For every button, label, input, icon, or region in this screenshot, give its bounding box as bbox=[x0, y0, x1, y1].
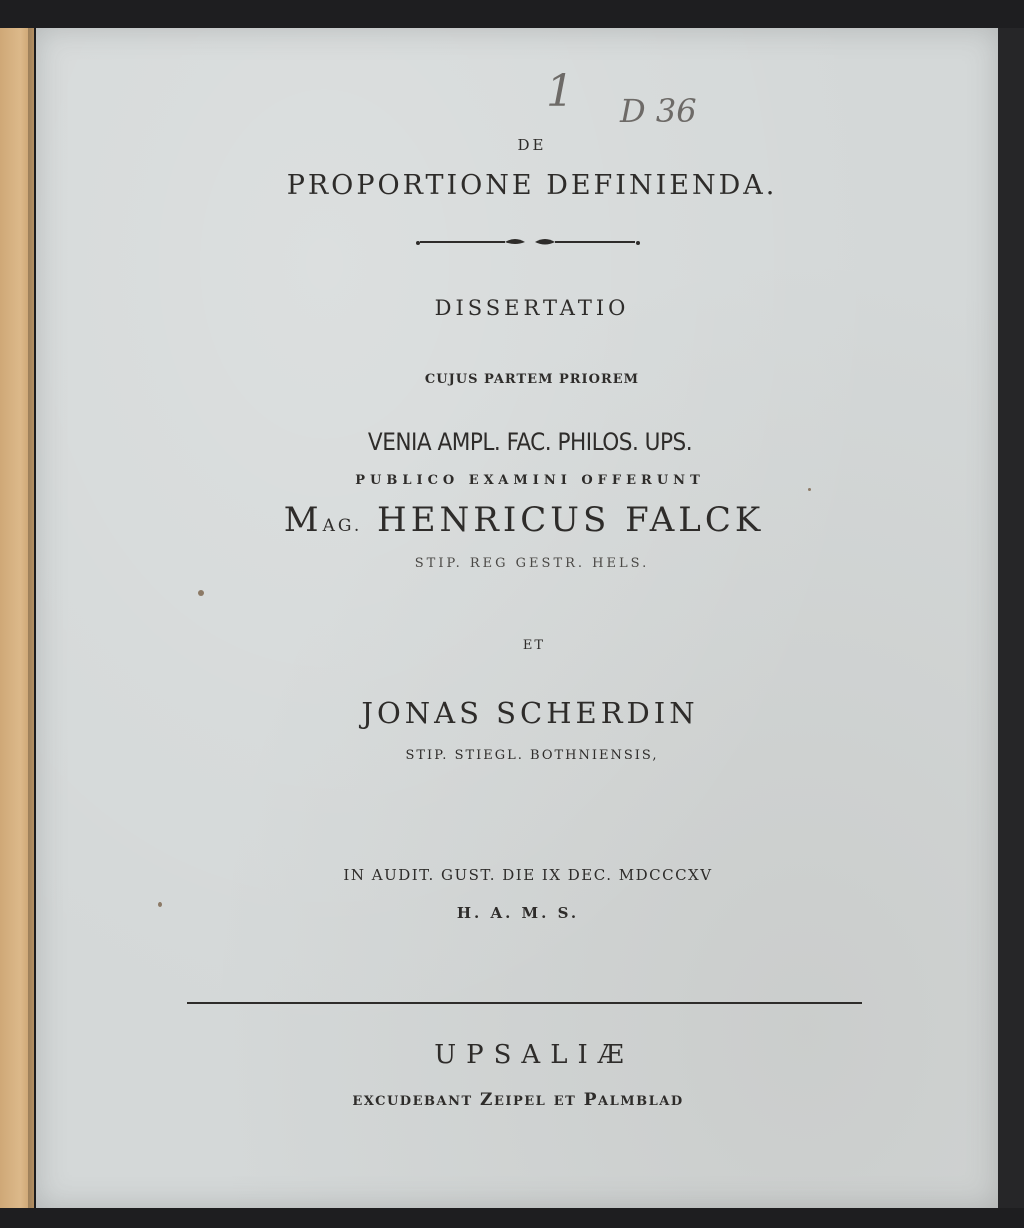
author1-name: HENRICUS FALCK bbox=[377, 500, 765, 540]
printer-palmblad-initial: P bbox=[583, 1090, 599, 1110]
author1-detail: STIP. REG GESTR. HELS. bbox=[414, 556, 650, 571]
horizontal-rule bbox=[187, 1002, 862, 1004]
handwritten-number: 1 bbox=[546, 66, 574, 117]
author1-prefix-rest: AG. bbox=[322, 516, 363, 536]
author2-name: JONAS SCHERDIN bbox=[361, 696, 699, 730]
scan-background-edge bbox=[998, 28, 1024, 1208]
main-title: PROPORTIONE DEFINIENDA. bbox=[286, 170, 778, 201]
handwritten-shelfmark: D 36 bbox=[620, 92, 697, 130]
hams-line: H. A. M. S. bbox=[456, 904, 580, 922]
printer-et: ET bbox=[553, 1094, 577, 1109]
cujus-line: CUJUS PARTEM PRIOREM bbox=[424, 372, 640, 387]
title-page bbox=[36, 28, 998, 1208]
author1-line bbox=[12, 500, 1024, 540]
paper-speck bbox=[198, 590, 204, 596]
author2-detail: STIP. STIEGL. BOTHNIENSIS, bbox=[405, 748, 659, 763]
printer-zeipel-rest: EIPEL bbox=[493, 1094, 547, 1109]
ornament-divider bbox=[410, 232, 650, 252]
paper-speck bbox=[158, 902, 162, 907]
publico-line: PUBLICO EXAMINI OFFERUNT bbox=[355, 473, 705, 488]
author1-prefix-initial: M bbox=[283, 500, 323, 540]
printer-zeipel-initial: Z bbox=[480, 1090, 494, 1110]
printer-palmblad-rest: ALMBLAD bbox=[598, 1094, 684, 1109]
et-conjunction: ET bbox=[522, 638, 546, 653]
venue-date-line: IN AUDIT. GUST. DIE IX DEC. MDCCCXV bbox=[343, 866, 713, 884]
paper-speck bbox=[808, 488, 811, 491]
dissertatio-heading: DISSERTATIO bbox=[434, 296, 630, 320]
printer-line bbox=[6, 1090, 1024, 1110]
place-of-printing: UPSALIÆ bbox=[434, 1040, 634, 1070]
title-prefix: DE bbox=[517, 136, 547, 154]
printer-excudebant: EXCUDEBANT bbox=[352, 1094, 473, 1109]
venia-line: VENIA AMPL. FAC. PHILOS. UPS. bbox=[367, 428, 693, 456]
